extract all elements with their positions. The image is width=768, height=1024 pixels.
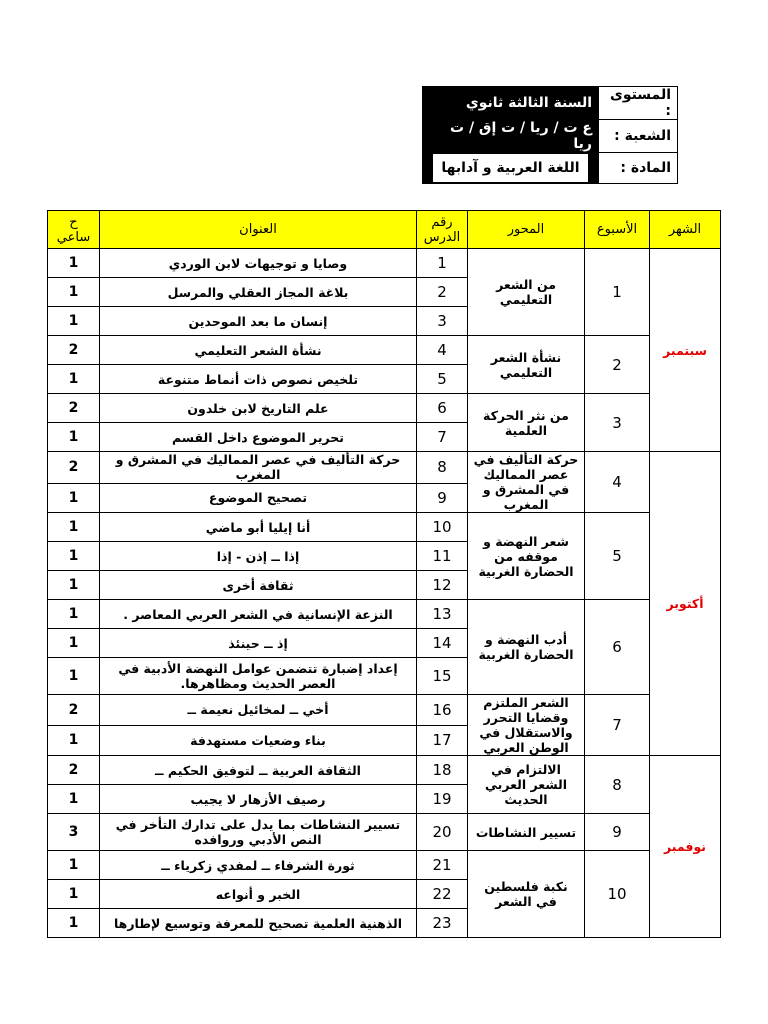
axis-cell: تسيير النشاطات [468, 814, 585, 851]
level-label: المستوى : [599, 87, 678, 120]
lesson-hours: 2 [48, 452, 100, 484]
lesson-hours: 1 [48, 658, 100, 695]
lesson-hours: 1 [48, 880, 100, 909]
axis-cell: شعر النهضة و موقفه من الحضارة الغربية [468, 513, 585, 600]
axis-cell: الالتزام في الشعر العربي الحديث [468, 756, 585, 814]
lesson-title: بلاغة المجاز العقلي والمرسل [100, 278, 417, 307]
lesson-hours: 1 [48, 600, 100, 629]
axis-cell: نكبة فلسطين في الشعر [468, 851, 585, 938]
lesson-title: أخي ــ لمخائيل نعيمة ــ [100, 695, 417, 726]
lesson-title: إذ ــ حينئذ [100, 629, 417, 658]
table-row [48, 756, 721, 785]
lesson-hours: 1 [48, 483, 100, 512]
table-row [48, 513, 721, 542]
lesson-hours: 1 [48, 278, 100, 307]
week-cell: 7 [585, 695, 650, 756]
lesson-hours: 1 [48, 423, 100, 452]
lesson-number: 14 [417, 629, 468, 658]
lesson-title: ثورة الشرفاء ــ لمفدي زكرياء ــ [100, 851, 417, 880]
lesson-title: وصايا و توجيهات لابن الوردي [100, 249, 417, 278]
month-cell: سبتمبر [650, 249, 721, 452]
lesson-number: 20 [417, 814, 468, 851]
subject-row [423, 153, 678, 184]
table-row [48, 600, 721, 629]
lesson-hours: 1 [48, 542, 100, 571]
lesson-title: تلخيص نصوص ذات أنماط متنوعة [100, 365, 417, 394]
week-cell: 4 [585, 452, 650, 513]
lesson-number: 7 [417, 423, 468, 452]
branch-label: الشعبة : [599, 120, 678, 153]
lesson-number: 16 [417, 695, 468, 726]
lesson-number: 3 [417, 307, 468, 336]
lesson-hours: 3 [48, 814, 100, 851]
lesson-number: 4 [417, 336, 468, 365]
lesson-hours: 2 [48, 756, 100, 785]
branch-row [423, 120, 678, 153]
col-hours: ح ساعي [48, 211, 100, 249]
lesson-hours: 1 [48, 909, 100, 938]
lesson-title: حركة التأليف في عصر المماليك في المشرق و المغرب [100, 452, 417, 484]
lesson-title: نشأة الشعر التعليمي [100, 336, 417, 365]
table-row [48, 695, 721, 726]
subject-label: المادة : [599, 153, 678, 184]
level-row [423, 87, 678, 120]
month-cell: أكتوبر [650, 452, 721, 756]
lesson-number: 9 [417, 483, 468, 512]
lesson-number: 13 [417, 600, 468, 629]
table-row [48, 851, 721, 880]
lesson-number: 17 [417, 725, 468, 756]
lesson-number: 21 [417, 851, 468, 880]
lesson-number: 18 [417, 756, 468, 785]
lesson-title: بناء وضعيات مستهدفة [100, 725, 417, 756]
lesson-title: ثقافة أخرى [100, 571, 417, 600]
axis-cell: الشعر الملتزم وقضايا التحرر والاستقلال في الوطن العربي [468, 695, 585, 756]
lesson-hours: 2 [48, 695, 100, 726]
lesson-hours: 1 [48, 249, 100, 278]
lesson-number: 6 [417, 394, 468, 423]
col-title: العنوان [100, 211, 417, 249]
week-cell: 2 [585, 336, 650, 394]
lesson-title: النزعة الإنسانية في الشعر العربي المعاصر . [100, 600, 417, 629]
lesson-number: 10 [417, 513, 468, 542]
lesson-title: الخبر و أنواعه [100, 880, 417, 909]
lesson-hours: 1 [48, 629, 100, 658]
week-cell: 3 [585, 394, 650, 452]
lesson-hours: 1 [48, 365, 100, 394]
col-axis: المحور [468, 211, 585, 249]
lesson-hours: 1 [48, 851, 100, 880]
axis-cell: أدب النهضة و الحضارة الغربية [468, 600, 585, 695]
level-value: السنة الثالثة ثانوي [423, 87, 599, 120]
lesson-number: 22 [417, 880, 468, 909]
lesson-number: 15 [417, 658, 468, 695]
lesson-title: رصيف الأزهار لا يجيب [100, 785, 417, 814]
lesson-plan-table [47, 210, 721, 938]
axis-cell: من نثر الحركة العلمية [468, 394, 585, 452]
lesson-number: 5 [417, 365, 468, 394]
table-row [48, 249, 721, 278]
lesson-title: إذا ــ إذن - إذا [100, 542, 417, 571]
lesson-hours: 2 [48, 336, 100, 365]
lesson-number: 2 [417, 278, 468, 307]
lesson-number: 12 [417, 571, 468, 600]
lesson-title: أنا إيليا أبو ماضي [100, 513, 417, 542]
table-row [48, 452, 721, 484]
lesson-title: إنسان ما بعد الموحدين [100, 307, 417, 336]
lesson-title: إعداد إضبارة تتضمن عوامل النهضة الأدبية في العصر الحديث ومظاهرها. [100, 658, 417, 695]
month-cell: نوفمبر [650, 756, 721, 938]
lesson-number: 23 [417, 909, 468, 938]
week-cell: 6 [585, 600, 650, 695]
course-info-box [422, 86, 678, 184]
axis-cell: حركة التأليف في عصر المماليك في المشرق و المغرب [468, 452, 585, 513]
lesson-hours: 1 [48, 307, 100, 336]
lesson-title: علم التاريخ لابن خلدون [100, 394, 417, 423]
branch-value: ع ت / ريا / ت إق / ت ريا [423, 120, 599, 153]
axis-cell: من الشعر التعليمي [468, 249, 585, 336]
lesson-title: تحرير الموضوع داخل القسم [100, 423, 417, 452]
lesson-title: تصحيح الموضوع [100, 483, 417, 512]
table-row [48, 336, 721, 365]
subject-value-wrap [423, 153, 599, 184]
lesson-number: 1 [417, 249, 468, 278]
week-cell: 5 [585, 513, 650, 600]
lesson-title: الثقافة العربية ــ لتوفيق الحكيم ــ [100, 756, 417, 785]
lesson-number: 11 [417, 542, 468, 571]
lesson-number: 19 [417, 785, 468, 814]
lesson-hours: 1 [48, 513, 100, 542]
lesson-number: 8 [417, 452, 468, 484]
lesson-hours: 2 [48, 394, 100, 423]
week-cell: 1 [585, 249, 650, 336]
lesson-hours: 1 [48, 725, 100, 756]
col-month: الشهر [650, 211, 721, 249]
lesson-hours: 1 [48, 785, 100, 814]
lesson-title: تسيير النشاطات بما يدل على تدارك التأخر في النص الأدبي وروافده [100, 814, 417, 851]
lesson-hours: 1 [48, 571, 100, 600]
col-lesson-no: رقم الدرس [417, 211, 468, 249]
week-cell: 10 [585, 851, 650, 938]
table-row [48, 814, 721, 851]
subject-value: اللغة العربية و آدابها [433, 154, 587, 182]
week-cell: 8 [585, 756, 650, 814]
col-week: الأسبوع [585, 211, 650, 249]
lesson-title: الذهنية العلمية تصحيح للمعرفة وتوسيع لإطارها [100, 909, 417, 938]
table-header-row [48, 211, 721, 249]
week-cell: 9 [585, 814, 650, 851]
axis-cell: نشأة الشعر التعليمي [468, 336, 585, 394]
table-row [48, 394, 721, 423]
